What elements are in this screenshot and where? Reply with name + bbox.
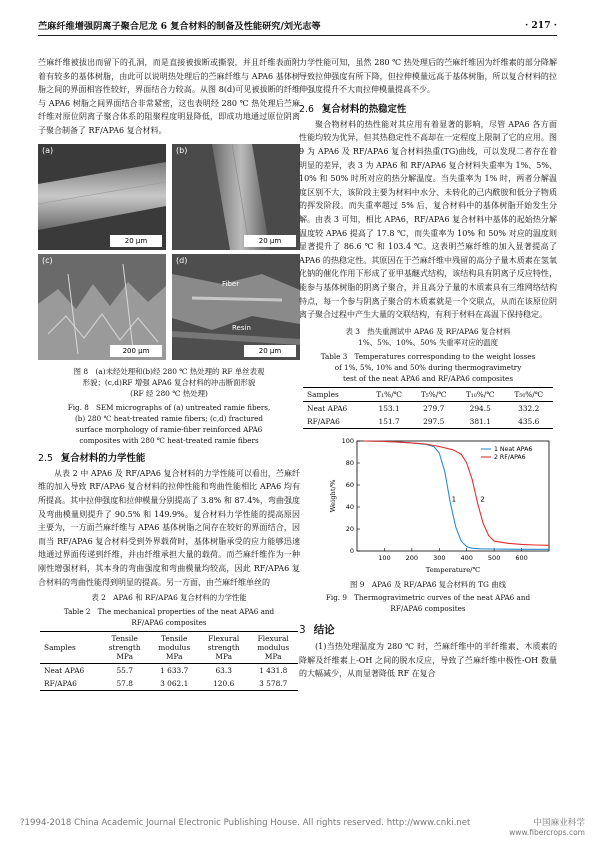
- table-cell: 279.7: [423, 403, 445, 413]
- left-paragraph-1: 苎麻纤维被拔出而留下的孔洞，而是直接被拔断或撕裂，并且纤维表面附着有较多的基体树脂，由此可以说明热处理后的苎麻纤维与 APA6 基体树脂之间的界面相容性较好，界面结合力较高。从图 8(d)可见被拔断的纤维与 APA6 树脂之间界面结合非常紧密，这也表明经 280 ℃ 热处理后苎麻纤维对原位阴离子聚合体系的阻聚程度明显降低，即成功地通过原位阴离子聚合制备了 RF/APA6 复合材料。: [38, 58, 300, 135]
- section-3-heading: [299, 622, 557, 637]
- header-title: 苎麻纤维增强阴离子聚合尼龙 6 复合材料的制备及性能研究/刘光志等: [38, 21, 321, 32]
- table-3-header-t10: T₁₀%/℃: [456, 387, 504, 401]
- table-cell: 1 431.8: [259, 665, 288, 675]
- table-3-header-samples: Samples: [303, 387, 367, 401]
- table-cell: 381.1: [456, 415, 504, 429]
- header-unit: MPa: [264, 651, 282, 661]
- table-2-header-tensile-strength: [100, 631, 150, 663]
- table-cell: RF/APA6: [40, 677, 100, 691]
- table-row: [40, 677, 298, 691]
- table-3-header-row: [303, 387, 553, 401]
- annotation-resin: Resin: [232, 323, 251, 332]
- table-cell: 120.6: [199, 677, 249, 691]
- table-cell: 294.5: [469, 403, 491, 413]
- figure-8: [38, 144, 300, 362]
- sem-scale-b: 20 μm: [244, 235, 296, 247]
- header-text: Samples: [44, 642, 76, 652]
- table-cell: 1 633.7: [160, 665, 189, 675]
- sem-panel-c: [38, 254, 166, 360]
- left-paragraph-2: 从表 2 中 APA6 及 RF/APA6 复合材料的力学性能可以看出，苎麻纤维的加入导致 RF/APA6 复合材料的拉伸性能和弯曲性能相比 APA6 均有所提高。其中拉伸强度和拉伸模量分别提高了 3.8% 和 87.4%，弯曲强度及弯曲模量则提升了 90.5% 和 149.9%。复合材料力学性能的提高原因主要为，一方面苎麻纤维与 APA6 基体树脂之间存在较好的界面结合，因而当 RF/APA6 复合材料受到外界载荷时，基体树脂承受的应力能够迅速地通过界面传递到纤维，并由纤维承担大量的载荷。而苎麻纤维作为一种刚性增强材料，其本身的弯曲强度和弯曲模量均较高，因此 RF/APA6 复合材料的弯曲性能得到明显的提高。另一方面，由苎麻纤维单丝的: [38, 468, 300, 587]
- header-text: modulus: [257, 642, 290, 652]
- watermark-cn: 中国麻业科学: [533, 818, 585, 828]
- figure-9-caption-en: [299, 592, 557, 614]
- header-text: strength: [207, 642, 240, 652]
- fig8-caption-en-line: Fig. 8 SEM micrographs of (a) untreated ramie fibers,: [67, 402, 271, 412]
- y-axis-label: Weight/%: [329, 479, 337, 512]
- right-column: [299, 56, 557, 681]
- table-3-header-t5: T₅%/℃: [411, 387, 456, 401]
- y-tick-label: 40: [345, 502, 354, 511]
- sem-panel-d: [172, 254, 300, 360]
- figure-9-caption-cn: 图 9 APA6 及 RF/APA6 复合材料的 TG 曲线: [349, 579, 507, 589]
- table3-caption-cn-line: 表 3 热失重测试中 APA6 及 RF/APA6 复合材料: [345, 326, 511, 336]
- table-2-header-row: [40, 631, 298, 663]
- header-text: strength: [108, 642, 141, 652]
- figure-9-tg-chart: [327, 435, 557, 575]
- sem-panel-b: [172, 144, 300, 250]
- fig8-caption-cn-line: (RF 经 280 ℃ 热处理): [130, 389, 208, 399]
- watermark-url: www.fibercrops.com: [509, 828, 585, 837]
- table-cell: 3 062.1: [149, 677, 199, 691]
- section-2-5-heading: [38, 450, 300, 464]
- sem-label-b: (b): [176, 145, 188, 155]
- sem-scale-c: 200 μm: [110, 345, 162, 357]
- header-text: modulus: [158, 642, 191, 652]
- y-tick-label: 20: [345, 524, 354, 533]
- fig9-caption-en-line: Fig. 9 Thermogravimetric curves of the neat APA6 and: [325, 592, 531, 602]
- tg-chart-svg: [327, 435, 557, 575]
- curve-label-1: 1: [451, 495, 457, 503]
- section-number: 3: [299, 623, 306, 636]
- x-tick-label: 300: [433, 553, 446, 562]
- table-row: [303, 415, 553, 429]
- table-row: [303, 401, 553, 415]
- right-paragraph-3: (1)当热处理温度为 280 ℃ 时，苎麻纤维中的半纤维素、木质素的降解及纤维素上-OH 之间的脱水反应，导致了苎麻纤维中极性-OH 数量的大幅减少，从而显著降低 RF 在复合: [299, 641, 557, 679]
- table-cell: 55.7: [116, 665, 133, 675]
- x-tick-label: 500: [487, 553, 501, 562]
- running-header: [38, 16, 557, 34]
- table-cell: 57.8: [100, 677, 150, 691]
- legend-entry: 1 Neat APA6: [494, 445, 533, 453]
- table-2-header-flexural-strength: [199, 631, 249, 663]
- table3-caption-en-line: test of the neat APA6 and RF/APA6 composites: [342, 373, 514, 383]
- table-row: [40, 663, 298, 677]
- sem-label-c: (c): [42, 255, 53, 265]
- right-paragraph-1: 力学性能可知，虽然 280 ℃ 热处理后的苎麻纤维因为纤维素的部分降解导致拉伸强度有所下降，但拉伸模量远高于基体树脂，所以复合材料的拉伸强度提升不大而拉伸模量提高不少。: [299, 58, 557, 95]
- legend-entry: 2 RF/APA6: [494, 453, 526, 461]
- table-2-caption-cn: 表 2 APA6 和 RF/APA6 复合材料的力学性能: [91, 593, 247, 603]
- section-title: 复合材料的热稳定性: [321, 103, 407, 115]
- fig8-caption-en-line: surface morphology of ramie-fiber reinforced APA6: [75, 424, 263, 434]
- table-cell: 297.5: [411, 415, 456, 429]
- table-cell: RF/APA6: [303, 415, 367, 429]
- header-page-number: · 217 ·: [525, 19, 557, 31]
- header-rule: [38, 35, 557, 36]
- table-3-caption-cn: [299, 326, 557, 349]
- fig9-caption-en-line: RF/APA6 composites: [390, 603, 466, 613]
- fig8-caption-cn-line: 形貌；(c,d)RF 增强 APA6 复合材料的冲击断面形貌: [82, 377, 256, 387]
- footer-watermark: [509, 818, 585, 838]
- y-tick-label: 0: [349, 546, 354, 555]
- sem-scale-a: 20 μm: [110, 235, 162, 247]
- section-number: 2.6: [299, 103, 314, 115]
- sem-label-a: (a): [42, 145, 54, 155]
- header-text: Flexural: [208, 633, 240, 643]
- page-footer: [20, 818, 585, 838]
- fig8-caption-en-line: (b) 280 ℃ heat-treated ramie fibers; (c,d) fractured: [74, 413, 264, 423]
- header-unit: MPa: [215, 651, 233, 661]
- table-cell: 153.1: [378, 403, 400, 413]
- table2-caption-en-line: Table 2 The mechanical properties of the neat APA6 and: [63, 606, 275, 616]
- table-2-header-tensile-modulus: [149, 631, 199, 663]
- annotation-fiber: Fiber: [222, 279, 240, 288]
- left-column: [38, 56, 300, 691]
- fig8-caption-cn-line: 图 8 (a)未经处理和(b)经 280 ℃ 热处理的 RF 单丝表观: [73, 366, 265, 376]
- table-cell: Neat APA6: [44, 665, 85, 675]
- table-2: [40, 631, 298, 691]
- table3-caption-en-line: of 1%, 5%, 10% and 50% during thermogravimetry: [334, 362, 522, 372]
- table-cell: 332.2: [518, 403, 540, 413]
- table-cell: 435.6: [504, 415, 553, 429]
- table-2-caption-en: [38, 606, 300, 628]
- table-3-header-t1: T₁%/℃: [367, 387, 412, 401]
- table3-caption-en-line: Table 3 Temperatures corresponding to the weight losses: [320, 351, 536, 361]
- y-tick-label: 80: [345, 458, 354, 467]
- figure-8-caption-cn: [38, 366, 300, 400]
- table-2-header-flexural-modulus: [248, 631, 298, 663]
- curve-label-2: 2: [480, 495, 485, 503]
- section-2-6-heading: [299, 101, 557, 115]
- table2-caption-en-line: RF/APA6 composites: [131, 617, 207, 627]
- table-2-header-samples: [40, 631, 100, 663]
- header-text: Tensile: [111, 633, 138, 643]
- table-cell: 151.7: [367, 415, 412, 429]
- table-3: [303, 387, 553, 429]
- x-tick-label: 200: [405, 553, 419, 562]
- x-tick-label: 100: [378, 553, 391, 562]
- fig8-caption-en-line: composites with 280 ℃ heat-treated ramie fibers: [79, 435, 259, 445]
- table-3-caption-en: [299, 351, 557, 384]
- table-cell: Neat APA6: [307, 403, 348, 413]
- header-text: Flexural: [257, 633, 289, 643]
- x-tick-label: 600: [515, 553, 528, 562]
- sem-panel-a: [38, 144, 166, 250]
- x-tick-label: 400: [460, 553, 473, 562]
- sem-label-d: (d): [176, 255, 188, 265]
- table-cell: 63.3: [215, 665, 232, 675]
- section-title: 结论: [313, 623, 335, 636]
- table-3-header-t50: T₅₀%/℃: [504, 387, 553, 401]
- table-cell: 3 578.7: [248, 677, 298, 691]
- figure-8-caption-en: [38, 402, 300, 446]
- footer-copyright: ?1994-2018 China Academic Journal Electronic Publishing House. All rights reserved. http://www.cnki.net: [20, 818, 471, 828]
- section-number: 2.5: [38, 452, 53, 464]
- right-paragraph-2: 聚合物材料的热性能对其应用有着显著的影响，尽管 APA6 各方面性能均较为优异，但其热稳定性不高却在一定程度上限制了它的应用。图 9 为 APA6 及 RF/APA6 复合材料热重(TG)曲线，可以发现二者存在着明显的差异，表 3 为 APA6 和 RF/APA6 复合材料失重率为 1%、5%、10% 和 50% 时所对应的热分解温度。当失重率为 1% 时，两者分解温度区别不大，该阶段主要为材料中水分、未转化的己内酰胺和低分子物质的挥发阶段。而失重率超过 5% 后，复合材料中的基体树脂开始发生分解。由表 3 可知，相比 APA6，RF/APA6 复合材料中基体的起始热分解温度较 APA6 提高了 17.8 ℃，而失重率为 10% 和 50% 对应的温度则显著提升了 86.6 ℃ 和 103.4 ℃。这表明苎麻纤维的加入显著提高了 APA6 的热稳定性。其原因在于苎麻纤维中残留的高分子量木质素在氢氧化钠的催化作用下形成了亚甲基醚式结构，该结构具有阴离子反应特性，能参与基体树脂的阴离子聚合，并且高分子量的木质素具有三维网络结构特点，每一个参与阴离子聚合的木质素就是一个交联点，从而在该原位阴离子聚合过程中产生大量的交联结构，有利于材料在高温下保持稳定。: [299, 119, 557, 320]
- sem-scale-d: 20 μm: [244, 345, 296, 357]
- header-unit: MPa: [116, 651, 133, 661]
- header-unit: MPa: [165, 651, 183, 661]
- y-tick-label: 100: [341, 436, 354, 445]
- y-tick-label: 60: [345, 480, 354, 489]
- x-axis-label: Temperature/℃: [425, 565, 481, 574]
- table3-caption-cn-line: 1%、5%、10%、50% 失重率对应的温度: [358, 338, 498, 348]
- section-title: 复合材料的力学性能: [60, 452, 146, 464]
- header-text: Tensile: [160, 633, 188, 643]
